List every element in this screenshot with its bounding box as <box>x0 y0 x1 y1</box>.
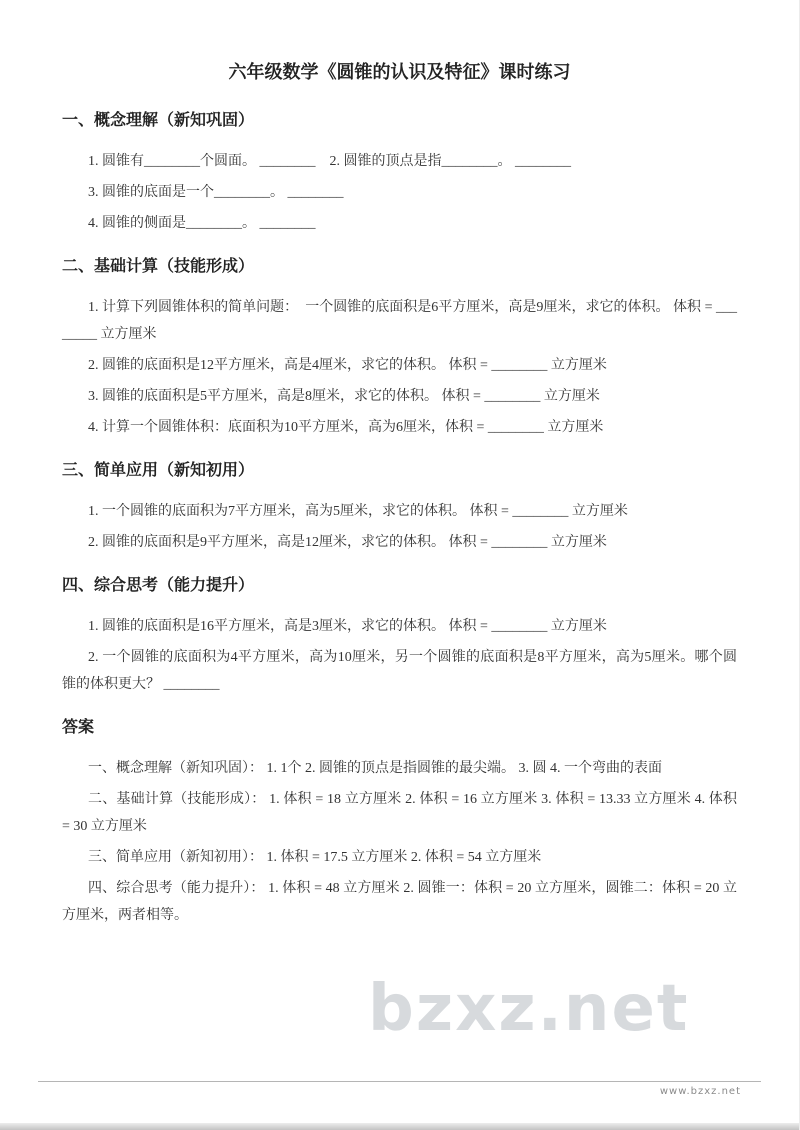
question-paragraph: 1. 圆锥有________个圆面。 ________ 2. 圆锥的顶点是指________。 ________ <box>88 154 571 169</box>
watermark-text: bzxz.net <box>368 972 690 1046</box>
answer-paragraph: 四、综合思考（能力提升）： 1. 体积 = 48 立方厘米 2. 圆锥一：体积 = 20 立方厘米，圆锥二：体积 = 20 立方厘米，两者相等。 <box>62 881 737 923</box>
footer-divider <box>38 1081 761 1082</box>
section-heading: 三、简单应用（新知初用） <box>62 462 255 479</box>
answer-paragraph: 一、概念理解（新知巩固）： 1. 1个 2. 圆锥的顶点是指圆锥的最尖端。 3. 圆 4. 一个弯曲的表面 <box>88 761 662 776</box>
question-paragraph: 1. 一个圆锥的底面积为7平方厘米，高为5厘米，求它的体积。 体积 = ________ 立方厘米 <box>88 504 628 519</box>
section-concept-understanding <box>62 108 737 237</box>
answers-heading: 答案 <box>62 719 95 736</box>
question-paragraph: 3. 圆锥的底面是一个________。 ________ <box>88 185 344 200</box>
question-paragraph: 1. 计算下列圆锥体积的简单问题： 一个圆锥的底面积是6平方厘米，高是9厘米，求它的体积。 体积 = ________ 立方厘米 <box>62 300 737 342</box>
section-heading: 一、概念理解（新知巩固） <box>62 112 255 129</box>
question-paragraph: 4. 计算一个圆锥体积：底面积为10平方厘米，高为6厘米，体积 = ________ 立方厘米 <box>88 420 604 435</box>
page-bottom-edge <box>0 1123 799 1130</box>
section-heading: 四、综合思考（能力提升） <box>62 577 255 594</box>
question-paragraph: 2. 圆锥的底面积是9平方厘米，高是12厘米，求它的体积。 体积 = ________ 立方厘米 <box>88 535 607 550</box>
answer-paragraph: 二、基础计算（技能形成）： 1. 体积 = 18 立方厘米 2. 体积 = 16 立方厘米 3. 体积 = 13.33 立方厘米 4. 体积 = 30 立方厘米 <box>62 792 737 834</box>
question-paragraph: 2. 一个圆锥的底面积为4平方厘米，高为10厘米，另一个圆锥的底面积是8平方厘米，高为5厘米。哪个圆锥的体积更大？ ________ <box>62 650 737 692</box>
question-paragraph: 4. 圆锥的侧面是________。 ________ <box>88 216 316 231</box>
section-simple-application <box>62 458 737 556</box>
section-answers <box>62 715 737 929</box>
question-paragraph: 1. 圆锥的底面积是16平方厘米，高是3厘米，求它的体积。 体积 = ________ 立方厘米 <box>88 619 607 634</box>
question-paragraph: 2. 圆锥的底面积是12平方厘米，高是4厘米，求它的体积。 体积 = ________ 立方厘米 <box>88 358 607 373</box>
footer-url: www.bzxz.net <box>659 1086 741 1097</box>
question-paragraph: 3. 圆锥的底面积是5平方厘米，高是8厘米，求它的体积。 体积 = ________ 立方厘米 <box>88 389 600 404</box>
section-comprehensive-thinking <box>62 573 737 698</box>
section-heading: 二、基础计算（技能形成） <box>62 258 255 275</box>
section-basic-calculation <box>62 254 737 441</box>
answer-paragraph: 三、简单应用（新知初用）： 1. 体积 = 17.5 立方厘米 2. 体积 = 54 立方厘米 <box>88 850 542 865</box>
page-title: 六年级数学《圆锥的认识及特征》课时练习 <box>228 62 571 82</box>
